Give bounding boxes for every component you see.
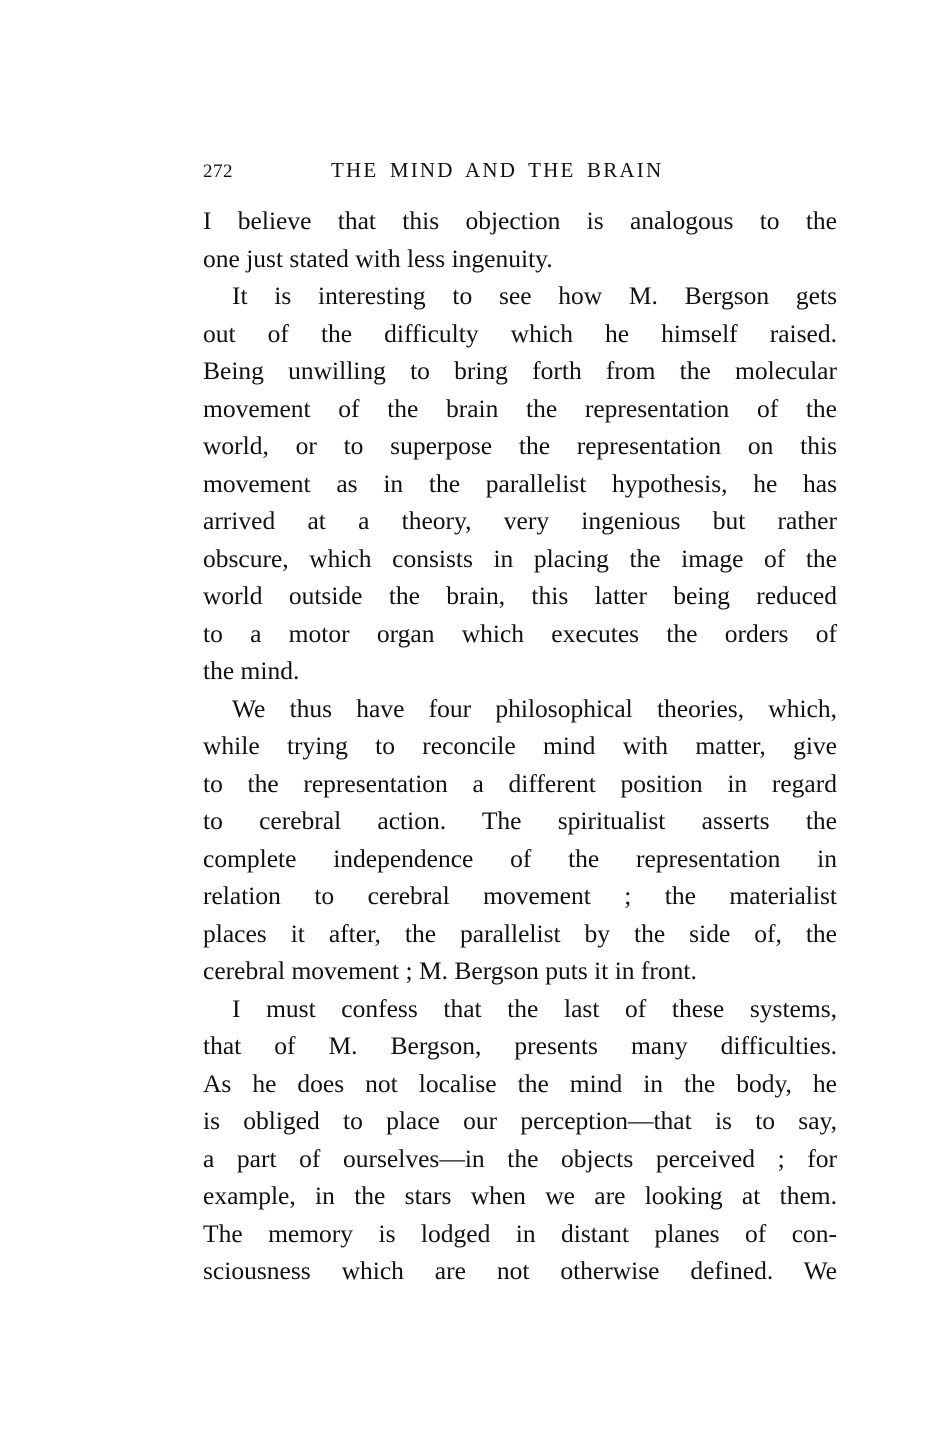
text-line: As he does not localise the mind in the body, he bbox=[203, 1068, 837, 1098]
text-line: places it after, the parallelist by the side of, the bbox=[203, 918, 837, 948]
text-line: relation to cerebral movement ; the materialist bbox=[203, 881, 837, 910]
text-line: I believe that this objection is analogous to the bbox=[203, 206, 837, 235]
paragraph-four-theories bbox=[203, 690, 837, 990]
text-line: sciousness which are not otherwise defined. We bbox=[203, 1256, 837, 1285]
text-line: cerebral movement ; M. Bergson puts it in front. bbox=[203, 956, 697, 985]
text-line: a part of ourselves—in the objects perceived ; for bbox=[203, 1143, 837, 1173]
paragraph-confession bbox=[203, 990, 837, 1290]
paragraph-continuation bbox=[203, 202, 837, 277]
text-line: It is interesting to see how M. Bergson gets bbox=[232, 281, 837, 310]
text-line: that of M. Bergson, presents many difficulties. bbox=[203, 1031, 837, 1060]
text-line: the mind. bbox=[203, 656, 300, 685]
page-number: 272 bbox=[203, 161, 233, 182]
text-line: movement as in the parallelist hypothesis, he has bbox=[203, 468, 837, 498]
text-line: out of the difficulty which he himself raised. bbox=[203, 318, 837, 348]
text-line: Being unwilling to bring forth from the molecular bbox=[203, 356, 837, 385]
text-line: movement of the brain the representation of the bbox=[203, 393, 837, 423]
body-text bbox=[203, 202, 837, 1290]
text-line: one just stated with less ingenuity. bbox=[203, 243, 553, 273]
text-line: example, in the stars when we are looking at them. bbox=[203, 1181, 837, 1210]
running-title: THE MIND AND THE BRAIN bbox=[331, 158, 664, 182]
paragraph-bergson-difficulty bbox=[203, 277, 837, 690]
text-line: world, or to superpose the representation on this bbox=[203, 431, 837, 460]
text-line: I must confess that the last of these systems, bbox=[232, 993, 837, 1023]
text-line: arrived at a theory, very ingenious but rather bbox=[203, 506, 837, 535]
text-line: complete independence of the representation in bbox=[203, 843, 837, 873]
text-line: The memory is lodged in distant planes of con- bbox=[203, 1218, 837, 1248]
text-line: to a motor organ which executes the orders of bbox=[203, 618, 837, 648]
text-line: to cerebral action. The spiritualist asserts the bbox=[203, 806, 837, 835]
running-head bbox=[203, 158, 837, 186]
text-line: to the representation a different position in regard bbox=[203, 768, 837, 798]
text-line: obscure, which consists in placing the image of the bbox=[203, 543, 837, 573]
text-line: while trying to reconcile mind with matter, give bbox=[203, 731, 837, 760]
text-line: We thus have four philosophical theories, which, bbox=[232, 693, 837, 723]
text-line: world outside the brain, this latter being reduced bbox=[203, 581, 837, 610]
text-line: is obliged to place our perception—that is to say, bbox=[203, 1106, 837, 1135]
